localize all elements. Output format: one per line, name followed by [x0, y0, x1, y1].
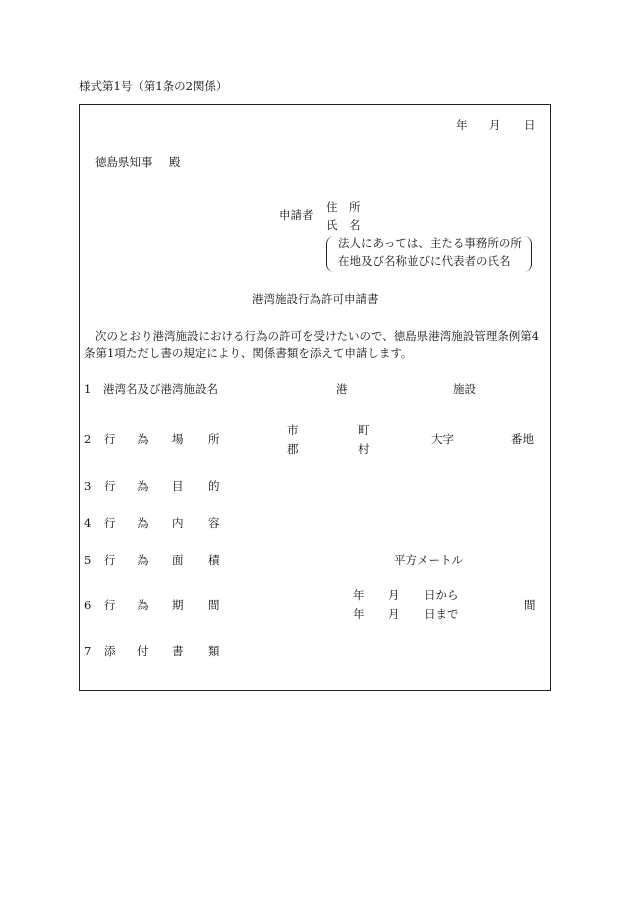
- item2-label-char4: 所: [208, 432, 220, 446]
- form-header: 様式第1号（第1条の2関係）: [79, 79, 228, 93]
- item6-end-year: 年: [353, 607, 365, 621]
- item6-start-day: 日から: [424, 588, 459, 602]
- item6-label-char4: 間: [208, 598, 220, 612]
- item4-num: 4: [84, 516, 92, 530]
- item6-end-day: 日まで: [424, 607, 459, 621]
- date-month-label: 月: [489, 118, 501, 132]
- item5-label-char1: 行: [104, 553, 116, 567]
- item4-label-char1: 行: [104, 516, 116, 530]
- item3-label-char4: 的: [208, 479, 220, 493]
- item2-village: 村: [358, 442, 370, 456]
- date-day-label: 日: [524, 118, 536, 132]
- item4-label-char2: 為: [137, 516, 149, 530]
- item2-label-char2: 為: [137, 432, 149, 446]
- item5-label-char2: 為: [137, 553, 149, 567]
- item2-oaza: 大字: [431, 432, 454, 446]
- body-text-line1: 次のとおり港湾施設における行為の許可を受けたいので、徳島県港湾施設管理条例第4: [95, 329, 540, 343]
- item7-label-char1: 添: [104, 644, 116, 658]
- item3-num: 3: [84, 479, 92, 493]
- applicant-address-label: 住 所: [326, 200, 361, 214]
- item2-banchi: 番地: [511, 432, 534, 446]
- applicant-note-line2: 在地及び名称並びに代表者の氏名: [338, 254, 511, 268]
- item2-town: 町: [358, 423, 370, 437]
- item6-num: 6: [84, 598, 92, 612]
- item2-label-char1: 行: [104, 432, 116, 446]
- date-year-label: 年: [456, 118, 468, 132]
- item6-label-char2: 為: [137, 598, 149, 612]
- item5-num: 5: [84, 553, 92, 567]
- item3-label-char1: 行: [104, 479, 116, 493]
- item5-unit: 平方メートル: [394, 553, 463, 567]
- item6-duration: 間: [524, 598, 536, 612]
- item1-num: 1: [84, 382, 92, 396]
- applicant-name-label: 氏 名: [326, 218, 361, 232]
- item2-city: 市: [287, 423, 299, 437]
- applicant-note-line1: 法人にあっては、主たる事務所の所: [338, 236, 522, 250]
- applicant-label: 申請者: [279, 208, 314, 222]
- item6-label-char3: 期: [172, 598, 184, 612]
- item4-label-char3: 内: [172, 516, 184, 530]
- item1-facility: 施設: [453, 382, 476, 396]
- item7-label-char3: 書: [172, 644, 184, 658]
- item4-label-char4: 容: [208, 516, 220, 530]
- item6-start-year: 年: [353, 588, 365, 602]
- item7-label-char2: 付: [137, 644, 149, 658]
- item6-start-month: 月: [388, 588, 400, 602]
- item1-label: 港湾名及び港湾施設名: [103, 382, 218, 396]
- item7-label-char4: 類: [208, 644, 220, 658]
- item6-label-char1: 行: [104, 598, 116, 612]
- addressee-name: 徳島県知事: [95, 155, 153, 169]
- item3-label-char2: 為: [137, 479, 149, 493]
- item3-label-char3: 目: [172, 479, 184, 493]
- item5-label-char3: 面: [172, 553, 184, 567]
- item6-end-month: 月: [388, 607, 400, 621]
- item2-county: 郡: [287, 442, 299, 456]
- item2-label-char3: 場: [172, 432, 184, 446]
- form-frame: [79, 104, 551, 691]
- document-title: 港湾施設行為許可申請書: [252, 292, 379, 306]
- item5-label-char4: 積: [208, 553, 220, 567]
- item1-port: 港: [336, 382, 348, 396]
- item2-num: 2: [84, 432, 92, 446]
- body-text-line2: 条第1項ただし書の規定により、関係書類を添えて申請します。: [84, 346, 413, 360]
- addressee-honorific: 殿: [169, 155, 181, 169]
- item7-num: 7: [84, 644, 92, 658]
